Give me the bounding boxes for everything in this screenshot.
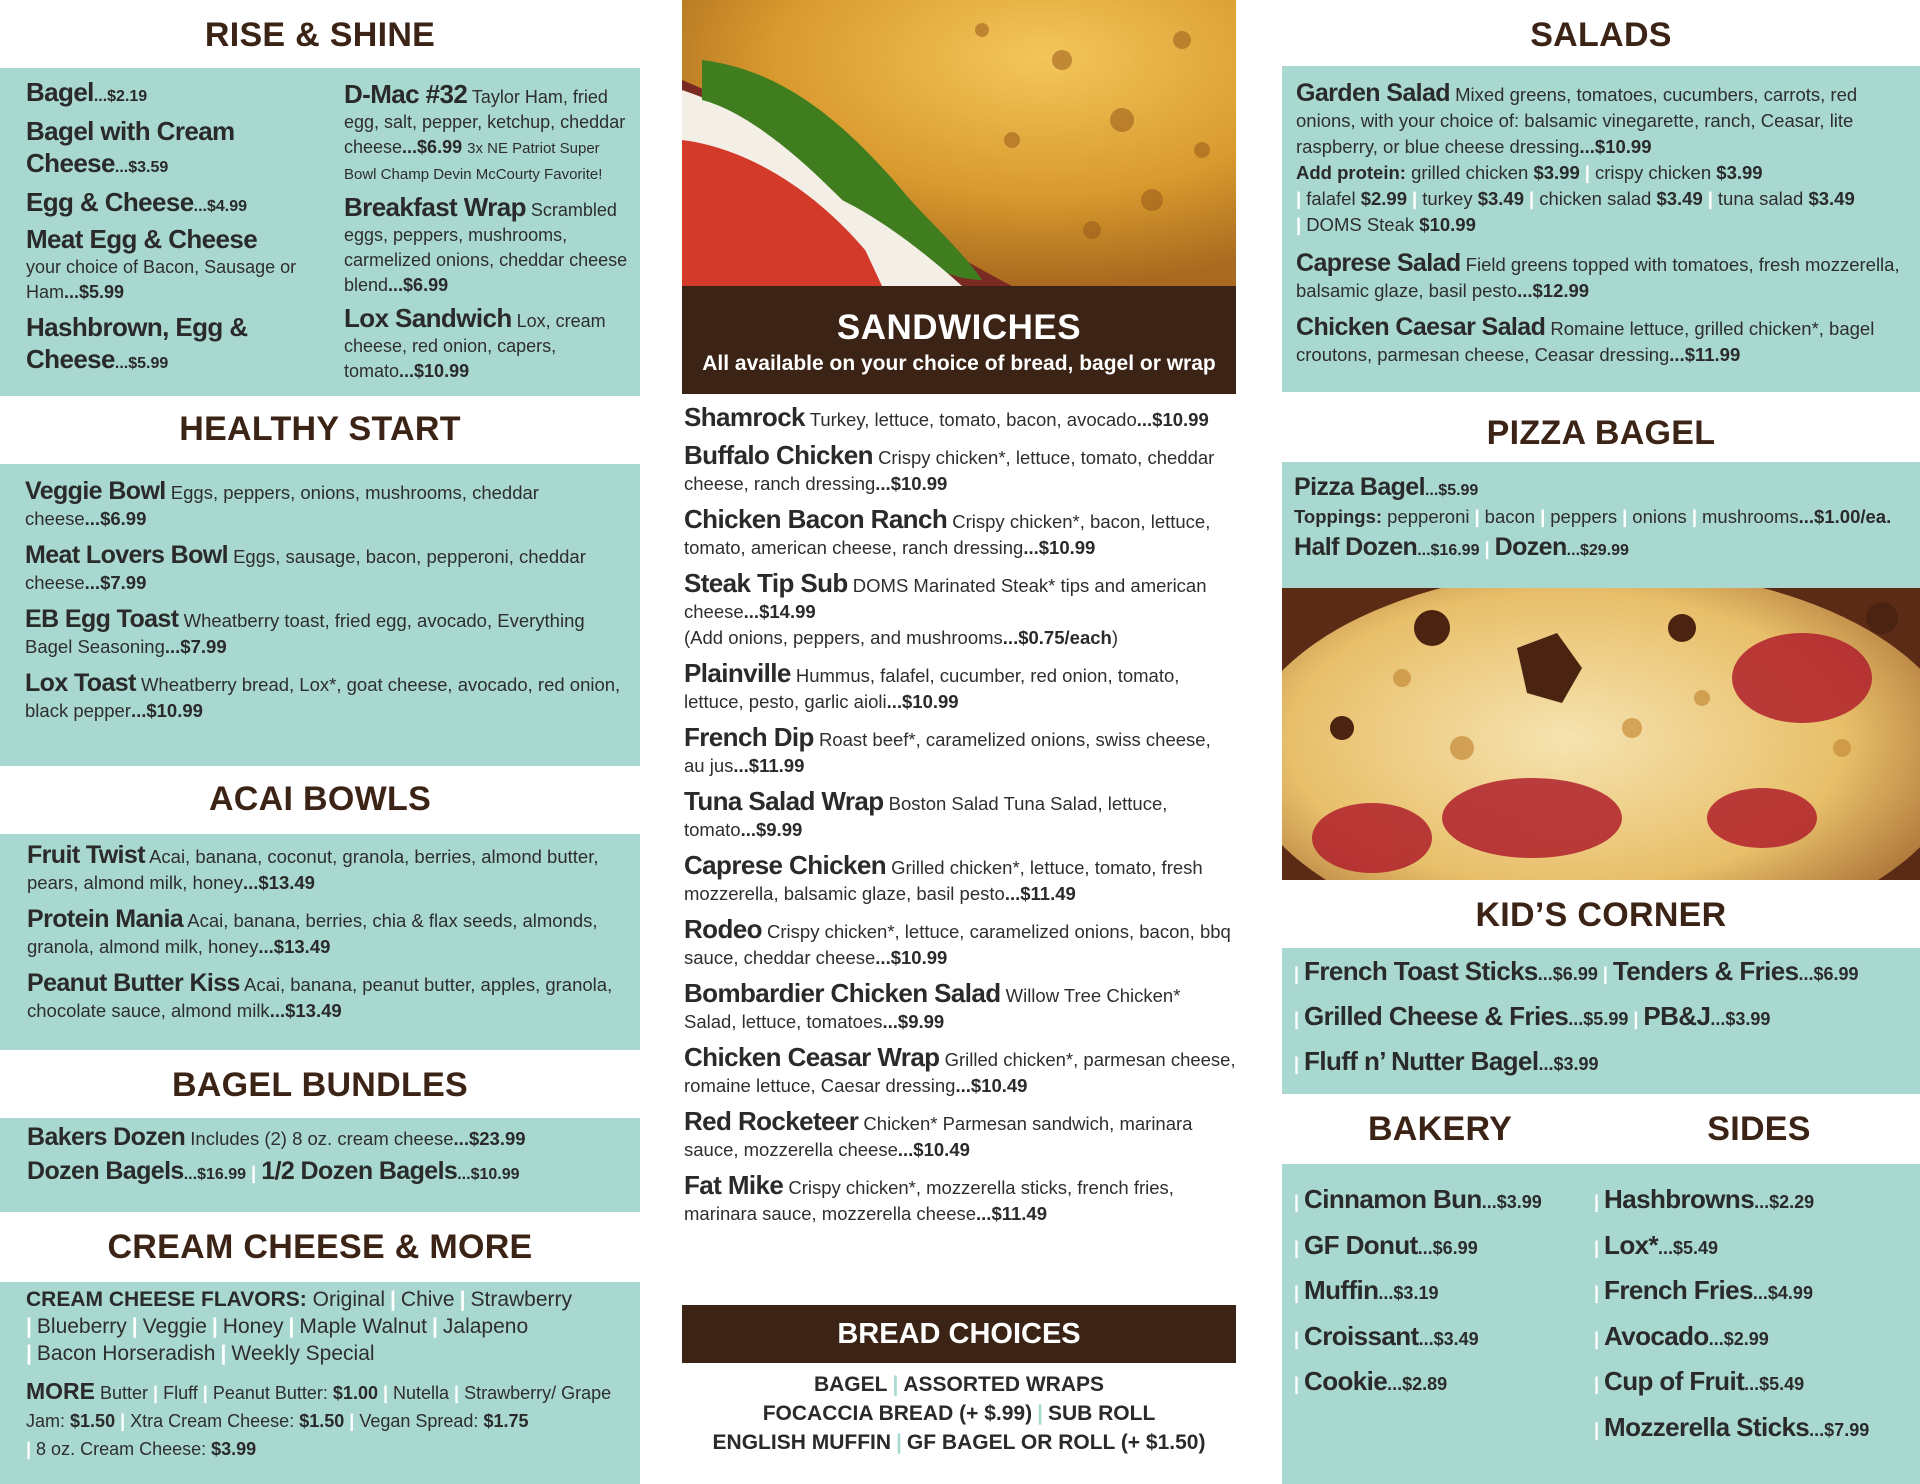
pizza-bagel-panel: [1282, 462, 1920, 588]
cream-cheese-more: MORE Butter | Fluff | Peanut Butter: $1.00 | Nutella | Strawberry/ Grape Jam: $1.50 | Xtra Cream Cheese: $1.50 | Vegan Spread: $1.75 | 8 oz. Cream Cheese: $3.99: [26, 1378, 612, 1459]
kids-row-2: | Grilled Cheese & Fries...$5.99 | PB&J...$3.99: [1294, 1001, 1771, 1031]
menu-item-garden-salad: Garden Salad Mixed greens, tomatoes, cucumbers, carrots, red onions, with your choice of: balsamic vinegarette, ranch, Ceasar, lite raspberry, or blue cheese dressing...$10.99 Add protein: grilled chicken $3.99 | crispy chicken $3.99 | falafel $2.99 | turkey $3.49 | chicken salad $3.49 | tuna salad $3.49 | DOMS Steak $10.99: [1296, 79, 1858, 235]
menu-item-chicken-ceasar-wrap: Chicken Ceasar Wrap Grilled chicken*, parmesan cheese, romaine lettuce, Caesar dressing...$10.49: [684, 1042, 1236, 1096]
cream-cheese-title: CREAM CHEESE & MORE: [107, 1228, 533, 1266]
side-item-french-fries: | French Fries...$4.99: [1594, 1275, 1813, 1305]
menu-item-red-rocketeer: Red Rocketeer Chicken* Parmesan sandwich, marinara sauce, mozzerella cheese...$10.49: [684, 1106, 1193, 1160]
bagel-bundles-title: BAGEL BUNDLES: [171, 1066, 469, 1104]
menu-item-chicken-bacon-ranch: Chicken Bacon Ranch Crispy chicken*, bacon, lettuce, tomato, american cheese, ranch dressing...$10.99: [684, 504, 1211, 558]
cream-cheese-flavors: CREAM CHEESE FLAVORS: Original | Chive | Strawberry | Blueberry | Veggie | Honey | Maple Walnut | Jalapeno | Bacon Horseradish | Weekly Special: [26, 1288, 573, 1365]
menu-item-lox-toast: Lox Toast Wheatberry bread, Lox*, goat cheese, avocado, red onion, black pepper...$10.99: [25, 669, 621, 721]
bakery-item-cinnamon-bun: | Cinnamon Bun...$3.99: [1294, 1184, 1542, 1214]
rise-shine-left-list: [26, 77, 316, 386]
menu-item-dozen-bagels: Dozen Bagels...$16.99 | 1/2 Dozen Bagels...$10.99: [27, 1157, 520, 1185]
menu-item-buffalo-chicken: Buffalo Chicken Crispy chicken*, lettuce, tomato, cheddar cheese, ranch dressing...$10.99: [684, 440, 1215, 494]
pizza-bagel-list: [1294, 474, 1914, 574]
menu-item-d-mac: D-Mac #32 Taylor Ham, fried egg, salt, pepper, ketchup, cheddar cheese...$6.99 3x NE Patriot Super Bowl Champ Devin McCourty Favorite!: [344, 79, 626, 183]
kids-corner-panel: [1282, 948, 1920, 1094]
sandwiches-subtitle: All available on your choice of bread, bagel or wrap: [702, 352, 1216, 375]
bakery-item-cookie: | Cookie...$2.89: [1294, 1366, 1448, 1396]
menu-item-veggie-bowl: Veggie Bowl Eggs, peppers, onions, mushrooms, cheddar cheese...$6.99: [25, 477, 539, 529]
bread-line-1: BAGEL | ASSORTED WRAPS: [813, 1373, 1105, 1396]
kids-corner-title: KID’S CORNER: [1475, 896, 1727, 934]
kids-row-3: | Fluff n’ Nutter Bagel...$3.99: [1294, 1046, 1599, 1076]
salads-panel: [1282, 66, 1920, 392]
bakery-item-croissant: | Croissant...$3.49: [1294, 1320, 1479, 1351]
salads-title: SALADS: [1530, 16, 1672, 54]
sandwiches-title: SANDWICHES: [836, 308, 1082, 347]
menu-item-steak-tip-sub: Steak Tip Sub DOMS Marinated Steak* tips and american cheese...$14.99 (Add onions, peppers, and mushrooms...$0.75/each): [684, 568, 1207, 648]
cream-cheese-content: [26, 1286, 630, 1473]
bakery-list: [1294, 1178, 1542, 1406]
bakery-item-muffin: | Muffin...$3.19: [1294, 1275, 1439, 1305]
bagel-bundles-panel: [0, 1118, 640, 1212]
bakery-item-gf-donut: | GF Donut...$6.99: [1294, 1229, 1478, 1260]
sandwiches-header: [682, 286, 1236, 394]
healthy-start-panel: [0, 464, 640, 766]
right-column: [1282, 0, 1920, 1484]
menu-item-lox-sandwich: Lox Sandwich Lox, cream cheese, red onion, capers, tomato...$10.99: [344, 303, 606, 381]
menu-item-eb-egg-toast: EB Egg Toast Wheatberry toast, fried egg, avocado, Everything Bagel Seasoning...$7.99: [25, 605, 585, 657]
menu-item-peanut-butter-kiss: Peanut Butter Kiss Acai, banana, peanut butter, apples, granola, chocolate sauce, almond milk...$13.49: [27, 969, 613, 1021]
bagel-bundles-list: [27, 1124, 630, 1198]
rise-shine-title: RISE & SHINE: [204, 16, 436, 54]
left-column: [0, 0, 640, 1484]
bread-choices-title: BREAD CHOICES: [682, 1305, 1236, 1363]
cream-cheese-panel: [0, 1282, 640, 1484]
side-item-cup-of-fruit: | Cup of Fruit...$5.49: [1594, 1366, 1805, 1396]
menu-item-bagel-cream-cheese: Bagel with Cream Cheese...$3.59: [26, 116, 235, 178]
side-item-lox: | Lox*...$5.49: [1594, 1229, 1719, 1260]
sandwiches-list: [684, 404, 1236, 1236]
menu-item-breakfast-wrap: Breakfast Wrap Scrambled eggs, peppers, mushrooms, carmelized onions, cheddar cheese blend...$6.99: [344, 192, 628, 295]
menu-item-chicken-caesar-salad: Chicken Caesar Salad Romaine lettuce, grilled chicken*, bagel croutons, parmesan cheese, Ceasar dressing...$11.99: [1296, 313, 1875, 365]
pizza-photo: [1282, 588, 1920, 880]
menu-item-protein-mania: Protein Mania Acai, banana, berries, chia & flax seeds, almonds, granola, almond milk, honey...$13.49: [27, 905, 598, 957]
menu-item-french-dip: French Dip Roast beef*, caramelized onions, swiss cheese, au jus...$11.99: [684, 722, 1211, 776]
bakery-title: BAKERY: [1367, 1110, 1513, 1148]
menu-item-plainville: Plainville Hummus, falafel, cucumber, red onion, tomato, lettuce, pesto, garlic aioli...$10.99: [684, 658, 1180, 712]
acai-bowls-panel: [0, 834, 640, 1050]
rise-shine-right-list: [344, 79, 634, 392]
sides-title: SIDES: [1707, 1110, 1811, 1148]
menu-item-bakers-dozen: Bakers Dozen Includes (2) 8 oz. cream cheese...$23.99: [27, 1123, 526, 1151]
menu-item-pizza-bagel: Pizza Bagel...$5.99 Toppings: pepperoni | bacon | peppers | onions | mushrooms...$1.00/ea.: [1294, 473, 1892, 527]
bread-line-3: ENGLISH MUFFIN | GF BAGEL OR ROLL (+ $1.50): [712, 1431, 1206, 1454]
middle-column: [682, 0, 1236, 1484]
menu-item-fruit-twist: Fruit Twist Acai, banana, coconut, granola, berries, almond butter, pears, almond milk, honey...$13.49: [27, 841, 599, 893]
sandwich-image-icon: [682, 0, 1236, 286]
salads-list: [1296, 80, 1908, 378]
side-item-hashbrowns: | Hashbrowns...$2.29: [1594, 1184, 1815, 1214]
menu-item-egg-cheese: Egg & Cheese...$4.99: [26, 187, 248, 217]
acai-bowls-list: [27, 842, 630, 1034]
menu-item-meat-egg-cheese: Meat Egg & Cheese your choice of Bacon, Sausage or Ham...$5.99: [26, 224, 297, 302]
kids-row-1: | French Toast Sticks...$6.99 | Tenders & Fries...$6.99: [1294, 956, 1859, 986]
pizza-image-icon: [1282, 588, 1920, 880]
bread-line-2: FOCACCIA BREAD (+ $.99) | SUB ROLL: [762, 1402, 1156, 1425]
sandwich-photo: [682, 0, 1236, 286]
menu-item-caprese-salad: Caprese Salad Field greens topped with tomatoes, fresh mozzerella, balsamic glaze, basil pesto...$12.99: [1296, 249, 1900, 301]
pizza-bagel-title: PIZZA BAGEL: [1486, 414, 1716, 452]
bread-choices-list: [682, 1370, 1236, 1457]
acai-bowls-title: ACAI BOWLS: [208, 780, 432, 818]
menu-item-tuna-salad-wrap: Tuna Salad Wrap Boston Salad Tuna Salad, lettuce, tomato...$9.99: [684, 786, 1168, 840]
sides-list: [1594, 1178, 1869, 1451]
menu-item-bombardier-chicken-salad: Bombardier Chicken Salad Willow Tree Chicken* Salad, lettuce, tomatoes...$9.99: [684, 978, 1181, 1032]
menu-item-hashbrown-egg-cheese: Hashbrown, Egg & Cheese...$5.99: [26, 312, 248, 374]
rise-shine-panel: [0, 68, 640, 396]
menu-item-bagel: Bagel...$2.19: [26, 77, 148, 107]
healthy-start-list: [25, 478, 630, 734]
side-item-mozzerella-sticks: | Mozzerella Sticks...$7.99: [1594, 1411, 1870, 1442]
menu-item-fat-mike: Fat Mike Crispy chicken*, mozzerella sticks, french fries, marinara sauce, mozzerella cheese...$11.49: [684, 1170, 1174, 1224]
healthy-start-title: HEALTHY START: [179, 410, 461, 448]
menu-item-caprese-chicken: Caprese Chicken Grilled chicken*, lettuce, tomato, fresh mozzerella, balsamic glaze, basil pesto...$11.49: [684, 850, 1203, 904]
menu-item-shamrock: Shamrock Turkey, lettuce, tomato, bacon, avocado...$10.99: [684, 402, 1209, 432]
menu-item-rodeo: Rodeo Crispy chicken*, lettuce, caramelized onions, bacon, bbq sauce, cheddar cheese...$10.99: [684, 914, 1231, 968]
menu-item-pizza-bagel-dozens: Half Dozen...$16.99 | Dozen...$29.99: [1294, 533, 1629, 561]
side-item-avocado: | Avocado...$2.99: [1594, 1320, 1769, 1351]
menu-item-meat-lovers-bowl: Meat Lovers Bowl Eggs, sausage, bacon, pepperoni, cheddar cheese...$7.99: [25, 541, 586, 593]
kids-corner-list: [1294, 950, 1914, 1085]
